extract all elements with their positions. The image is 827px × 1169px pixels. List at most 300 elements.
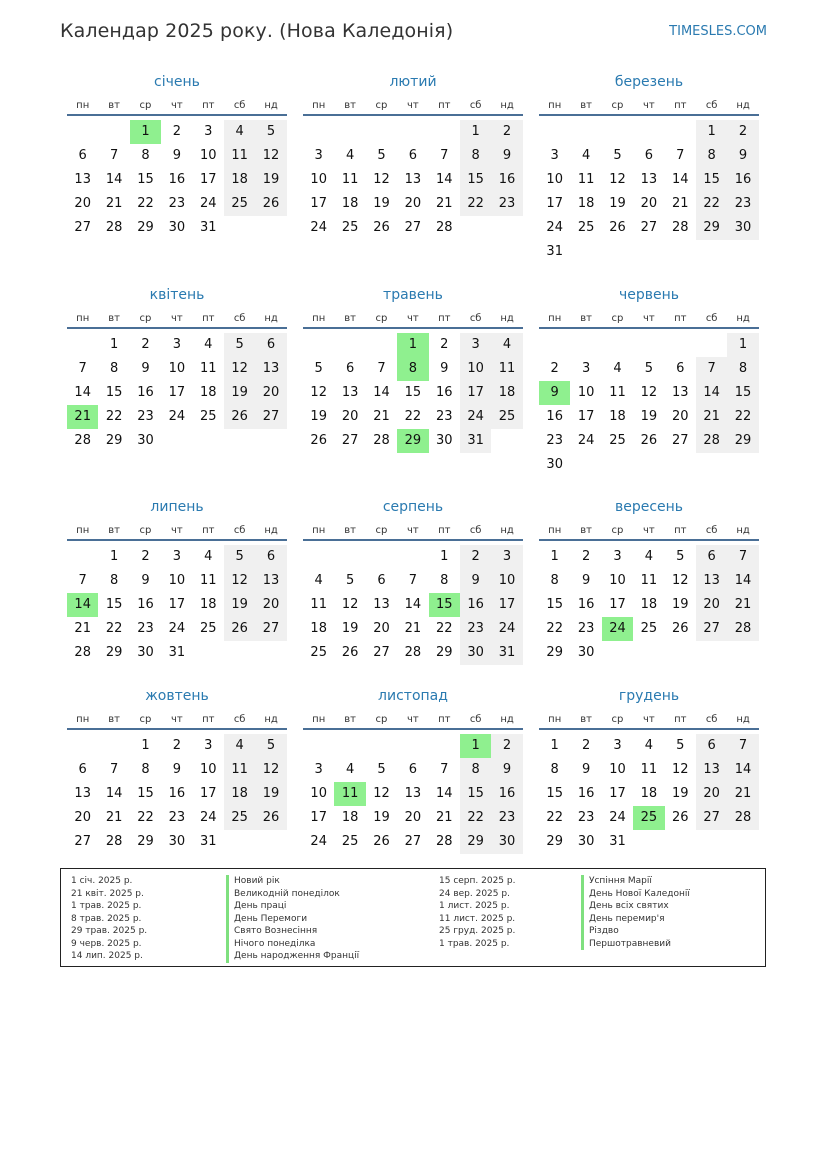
day-cell: 1 — [550, 738, 559, 753]
day-cell: 28 — [105, 834, 123, 849]
day-cell: 9 — [440, 361, 449, 376]
day-cell: 5 — [377, 762, 386, 777]
day-cell: 30 — [137, 645, 154, 660]
day-cell: 8 — [141, 762, 150, 777]
day-cell: 16 — [577, 597, 595, 612]
day-cell: 26 — [373, 834, 390, 849]
day-cell: 11 — [199, 573, 217, 588]
day-cell: 25 — [341, 834, 359, 849]
day-cell: 5 — [224, 333, 255, 357]
day-cell: 14 — [696, 381, 727, 405]
empty-cell — [696, 333, 727, 357]
day-cell: 11 — [341, 172, 359, 187]
month-days — [67, 98, 287, 240]
day-cell: 19 — [671, 597, 689, 612]
day-cell: 21 — [105, 810, 123, 825]
day-cell: 19 — [373, 196, 390, 211]
weekday-header: пн — [67, 98, 98, 116]
day-cell: 17 — [609, 597, 626, 612]
empty-cell — [67, 734, 98, 758]
weekday-header: сб — [696, 311, 727, 329]
day-cell: 4 — [204, 337, 213, 352]
empty-cell — [633, 333, 664, 357]
day-cell: 27 — [404, 220, 422, 235]
day-cell: 23 — [577, 621, 595, 636]
empty-cell — [366, 120, 397, 144]
empty-cell — [429, 120, 460, 144]
day-cell: 19 — [224, 593, 255, 617]
day-cell: 4 — [613, 361, 622, 376]
day-cell: 10 — [491, 569, 522, 593]
empty-cell — [602, 120, 633, 144]
day-cell: 18 — [199, 385, 217, 400]
day-cell: 5 — [377, 148, 386, 163]
day-cell: 3 — [172, 549, 181, 564]
day-cell: 5 — [676, 549, 685, 564]
day-cell: 25 — [199, 621, 217, 636]
day-cell: 23 — [491, 192, 522, 216]
day-cell: 20 — [671, 409, 689, 424]
day-cell: 16 — [577, 786, 595, 801]
day-cell: 12 — [224, 357, 255, 381]
day-cell: 27 — [74, 220, 91, 235]
holiday-date: 24 вер. 2025 р. — [439, 888, 510, 899]
day-cell: 21 — [696, 405, 727, 429]
holiday-day: 24 — [602, 617, 633, 641]
weekday-header: чт — [633, 311, 664, 329]
day-cell: 7 — [377, 361, 386, 376]
holiday-day: 9 — [539, 381, 570, 405]
day-cell: 6 — [408, 762, 417, 777]
day-cell: 4 — [581, 148, 591, 163]
month-days — [303, 523, 523, 665]
day-cell: 18 — [224, 782, 255, 806]
day-cell: 21 — [727, 593, 758, 617]
day-cell: 14 — [105, 786, 123, 801]
day-cell: 23 — [137, 409, 154, 424]
holiday-names-left — [226, 875, 359, 963]
day-cell: 26 — [224, 405, 255, 429]
holiday-date: 29 трав. 2025 р. — [71, 926, 148, 936]
month-name: лютий — [389, 74, 437, 90]
day-cell: 19 — [255, 168, 286, 192]
empty-cell — [539, 333, 570, 357]
weekday-header: вт — [98, 98, 129, 116]
day-cell: 16 — [168, 786, 186, 801]
day-cell: 12 — [341, 597, 359, 612]
day-cell: 22 — [460, 806, 491, 830]
weekday-header: сб — [224, 523, 255, 541]
weekday-header: ср — [366, 712, 397, 730]
day-cell: 10 — [546, 172, 563, 187]
day-cell: 12 — [255, 144, 286, 168]
day-cell: 24 — [199, 196, 217, 211]
day-cell: 31 — [609, 834, 626, 849]
day-cell: 24 — [199, 810, 217, 825]
weekday-header: пт — [665, 523, 696, 541]
day-cell: 5 — [345, 573, 355, 588]
day-cell: 3 — [204, 124, 213, 139]
day-cell: 8 — [141, 148, 150, 163]
day-cell: 9 — [581, 762, 591, 777]
day-cell: 3 — [613, 738, 622, 753]
day-cell: 16 — [435, 385, 453, 400]
day-cell: 15 — [727, 381, 758, 405]
day-cell: 14 — [727, 569, 758, 593]
day-cell: 6 — [78, 762, 87, 777]
day-cell: 28 — [373, 433, 390, 448]
day-cell: 24 — [546, 220, 563, 235]
holiday-name: День перемир'я — [581, 913, 690, 926]
day-cell: 7 — [696, 357, 727, 381]
weekday-header: ср — [366, 523, 397, 541]
month-3 — [539, 72, 759, 264]
weekday-header: чт — [397, 98, 428, 116]
day-cell: 21 — [74, 621, 91, 636]
day-cell: 29 — [696, 216, 727, 240]
weekday-header: нд — [255, 712, 286, 730]
day-cell: 15 — [404, 385, 422, 400]
day-cell: 4 — [204, 549, 213, 564]
day-cell: 23 — [577, 810, 595, 825]
weekday-header: пт — [193, 712, 224, 730]
day-cell: 1 — [109, 337, 119, 352]
weekday-header: ср — [602, 311, 633, 329]
day-cell: 10 — [310, 172, 327, 187]
day-cell: 27 — [255, 405, 286, 429]
day-cell: 10 — [168, 573, 186, 588]
day-cell: 19 — [671, 786, 689, 801]
day-cell: 2 — [491, 734, 522, 758]
weekday-header: чт — [397, 712, 428, 730]
weekday-header: пн — [539, 98, 570, 116]
day-cell: 26 — [373, 220, 390, 235]
day-cell: 3 — [581, 361, 591, 376]
day-cell: 16 — [168, 172, 186, 187]
day-cell: 3 — [460, 333, 491, 357]
day-cell: 12 — [609, 172, 626, 187]
day-cell: 26 — [255, 192, 286, 216]
day-cell: 13 — [74, 786, 91, 801]
month-12 — [539, 686, 759, 854]
day-cell: 1 — [550, 549, 559, 564]
day-cell: 17 — [577, 409, 595, 424]
month-8 — [303, 497, 523, 665]
day-cell: 7 — [727, 734, 758, 758]
weekday-header: вт — [334, 712, 365, 730]
empty-cell — [334, 734, 365, 758]
holiday-day: 8 — [397, 357, 428, 381]
weekday-header: ср — [130, 523, 161, 541]
day-cell: 29 — [546, 645, 563, 660]
day-cell: 27 — [74, 834, 91, 849]
month-name: листопад — [378, 688, 448, 704]
weekday-header: пн — [303, 712, 334, 730]
day-cell: 1 — [440, 549, 449, 564]
holiday-list — [60, 868, 766, 967]
day-cell: 27 — [373, 645, 390, 660]
holiday-day: 29 — [397, 429, 428, 453]
day-cell: 16 — [137, 597, 154, 612]
weekday-header: пн — [303, 523, 334, 541]
day-cell: 11 — [640, 762, 658, 777]
weekday-header: чт — [633, 712, 664, 730]
day-cell: 6 — [408, 148, 417, 163]
day-cell: 10 — [168, 361, 186, 376]
day-cell: 4 — [644, 549, 653, 564]
month-days — [303, 311, 523, 453]
day-cell: 20 — [696, 782, 727, 806]
day-cell: 25 — [310, 645, 327, 660]
day-cell: 16 — [491, 168, 522, 192]
weekday-header: пн — [539, 311, 570, 329]
day-cell: 29 — [105, 645, 123, 660]
empty-cell — [303, 545, 334, 569]
day-cell: 14 — [373, 385, 390, 400]
day-cell: 3 — [491, 545, 522, 569]
day-cell: 13 — [671, 385, 689, 400]
day-cell: 22 — [546, 810, 563, 825]
month-10 — [67, 686, 287, 854]
day-cell: 3 — [613, 549, 622, 564]
day-cell: 4 — [224, 734, 255, 758]
day-cell: 15 — [696, 168, 727, 192]
day-cell: 28 — [105, 220, 123, 235]
day-cell: 9 — [460, 569, 491, 593]
day-cell: 27 — [671, 433, 689, 448]
day-cell: 5 — [676, 738, 685, 753]
holiday-date: 21 квіт. 2025 р. — [71, 888, 144, 899]
empty-cell — [98, 120, 129, 144]
day-cell: 6 — [676, 361, 685, 376]
day-cell: 26 — [310, 433, 327, 448]
day-cell: 23 — [491, 806, 522, 830]
month-name: березень — [614, 74, 684, 90]
holiday-name: День Нової Каледонії — [581, 888, 690, 901]
day-cell: 14 — [74, 385, 91, 400]
holiday-date: 1 трав. 2025 р. — [71, 901, 142, 911]
holiday-name: Свято Вознесіння — [226, 925, 359, 938]
day-cell: 15 — [460, 782, 491, 806]
weekday-header: пт — [665, 311, 696, 329]
day-cell: 29 — [460, 830, 491, 854]
day-cell: 5 — [224, 545, 255, 569]
day-cell: 17 — [310, 196, 327, 211]
month-name: липень — [150, 499, 204, 515]
holiday-day: 14 — [67, 593, 98, 617]
holiday-date: 1 лист. 2025 р. — [439, 901, 510, 911]
weekday-header: чт — [161, 311, 192, 329]
day-cell: 7 — [109, 762, 119, 777]
day-cell: 28 — [435, 220, 453, 235]
weekday-header: чт — [633, 98, 664, 116]
weekday-header: пн — [67, 712, 98, 730]
day-cell: 1 — [141, 738, 150, 753]
weekday-header: чт — [161, 98, 192, 116]
day-cell: 20 — [255, 593, 286, 617]
day-cell: 7 — [78, 361, 87, 376]
day-cell: 26 — [341, 645, 359, 660]
day-cell: 23 — [460, 617, 491, 641]
day-cell: 14 — [105, 172, 123, 187]
day-cell: 28 — [74, 433, 91, 448]
day-cell: 29 — [546, 834, 563, 849]
day-cell: 7 — [676, 148, 685, 163]
day-cell: 21 — [435, 810, 453, 825]
weekday-header: сб — [460, 523, 491, 541]
day-cell: 29 — [105, 433, 123, 448]
day-cell: 8 — [550, 573, 559, 588]
day-cell: 20 — [74, 810, 91, 825]
holiday-date: 15 серп. 2025 р. — [439, 876, 516, 886]
day-cell: 12 — [373, 172, 390, 187]
day-cell: 24 — [460, 405, 491, 429]
day-cell: 13 — [404, 786, 422, 801]
day-cell: 9 — [141, 361, 150, 376]
day-cell: 14 — [727, 758, 758, 782]
holiday-day: 1 — [397, 333, 428, 357]
day-cell: 24 — [168, 409, 186, 424]
weekday-header: вт — [98, 712, 129, 730]
day-cell: 7 — [408, 573, 417, 588]
day-cell: 20 — [696, 593, 727, 617]
day-cell: 22 — [696, 192, 727, 216]
empty-cell — [570, 120, 601, 144]
day-cell: 4 — [314, 573, 323, 588]
month-name: жовтень — [145, 688, 209, 704]
day-cell: 9 — [727, 144, 758, 168]
day-cell: 25 — [577, 220, 595, 235]
holiday-name: День Перемоги — [226, 913, 359, 926]
day-cell: 23 — [168, 810, 186, 825]
day-cell: 31 — [491, 641, 522, 665]
day-cell: 19 — [224, 381, 255, 405]
day-cell: 21 — [727, 782, 758, 806]
empty-cell — [67, 545, 98, 569]
day-cell: 10 — [460, 357, 491, 381]
day-cell: 24 — [577, 433, 595, 448]
month-days — [303, 98, 523, 240]
day-cell: 18 — [609, 409, 626, 424]
day-cell: 28 — [727, 617, 758, 641]
day-cell: 16 — [491, 782, 522, 806]
day-cell: 2 — [550, 361, 559, 376]
day-cell: 23 — [137, 621, 154, 636]
weekday-header: пн — [539, 712, 570, 730]
day-cell: 7 — [440, 148, 449, 163]
weekday-header: ср — [602, 98, 633, 116]
day-cell: 30 — [577, 645, 595, 660]
day-cell: 28 — [696, 429, 727, 453]
day-cell: 28 — [404, 645, 422, 660]
day-cell: 9 — [491, 144, 522, 168]
day-cell: 19 — [373, 810, 390, 825]
day-cell: 30 — [491, 830, 522, 854]
day-cell: 22 — [727, 405, 758, 429]
day-cell: 24 — [491, 617, 522, 641]
holiday-day: 1 — [130, 120, 161, 144]
day-cell: 6 — [255, 545, 286, 569]
day-cell: 11 — [640, 573, 658, 588]
day-cell: 15 — [137, 786, 154, 801]
day-cell: 26 — [255, 806, 286, 830]
day-cell: 25 — [224, 192, 255, 216]
day-cell: 20 — [255, 381, 286, 405]
day-cell: 25 — [199, 409, 217, 424]
month-6 — [539, 285, 759, 477]
day-cell: 4 — [644, 738, 653, 753]
month-name: грудень — [618, 688, 680, 704]
weekday-header: нд — [491, 712, 522, 730]
day-cell: 24 — [310, 834, 327, 849]
day-cell: 18 — [224, 168, 255, 192]
empty-cell — [570, 333, 601, 357]
day-cell: 30 — [168, 220, 186, 235]
day-cell: 10 — [199, 762, 217, 777]
empty-cell — [366, 333, 397, 357]
day-cell: 15 — [546, 786, 563, 801]
day-cell: 11 — [577, 172, 595, 187]
day-cell: 22 — [137, 196, 154, 211]
weekday-header: сб — [696, 712, 727, 730]
day-cell: 24 — [168, 621, 186, 636]
weekday-header: сб — [460, 712, 491, 730]
day-cell: 22 — [435, 621, 453, 636]
day-cell: 10 — [609, 573, 626, 588]
weekday-header: пт — [429, 712, 460, 730]
weekday-header: ср — [602, 523, 633, 541]
day-cell: 25 — [224, 806, 255, 830]
day-cell: 3 — [314, 762, 323, 777]
month-name: червень — [618, 287, 680, 303]
day-cell: 5 — [613, 148, 622, 163]
empty-cell — [67, 120, 98, 144]
day-cell: 8 — [109, 573, 119, 588]
weekday-header: пн — [303, 311, 334, 329]
day-cell: 12 — [640, 385, 658, 400]
day-cell: 30 — [546, 457, 563, 472]
day-cell: 20 — [373, 621, 390, 636]
day-cell: 9 — [141, 573, 150, 588]
day-cell: 21 — [671, 196, 689, 211]
day-cell: 7 — [78, 573, 87, 588]
day-cell: 5 — [644, 361, 653, 376]
day-cell: 28 — [435, 834, 453, 849]
day-cell: 1 — [727, 333, 758, 357]
day-cell: 19 — [609, 196, 626, 211]
day-cell: 6 — [255, 333, 286, 357]
empty-cell — [334, 545, 365, 569]
weekday-header: нд — [727, 523, 758, 541]
day-cell: 23 — [435, 409, 453, 424]
day-cell: 30 — [577, 834, 595, 849]
day-cell: 2 — [460, 545, 491, 569]
day-cell: 19 — [310, 409, 327, 424]
day-cell: 14 — [404, 597, 422, 612]
day-cell: 25 — [640, 621, 658, 636]
day-cell: 26 — [609, 220, 626, 235]
holiday-name: Успіння Марії — [581, 875, 690, 888]
day-cell: 30 — [168, 834, 186, 849]
site-link[interactable]: TIMESLES.COM — [669, 24, 767, 39]
weekday-header: пт — [665, 98, 696, 116]
day-cell: 18 — [341, 196, 359, 211]
day-cell: 28 — [727, 806, 758, 830]
month-name: травень — [383, 287, 443, 303]
day-cell: 22 — [137, 810, 154, 825]
month-name: серпень — [382, 499, 444, 515]
day-cell: 10 — [310, 786, 327, 801]
